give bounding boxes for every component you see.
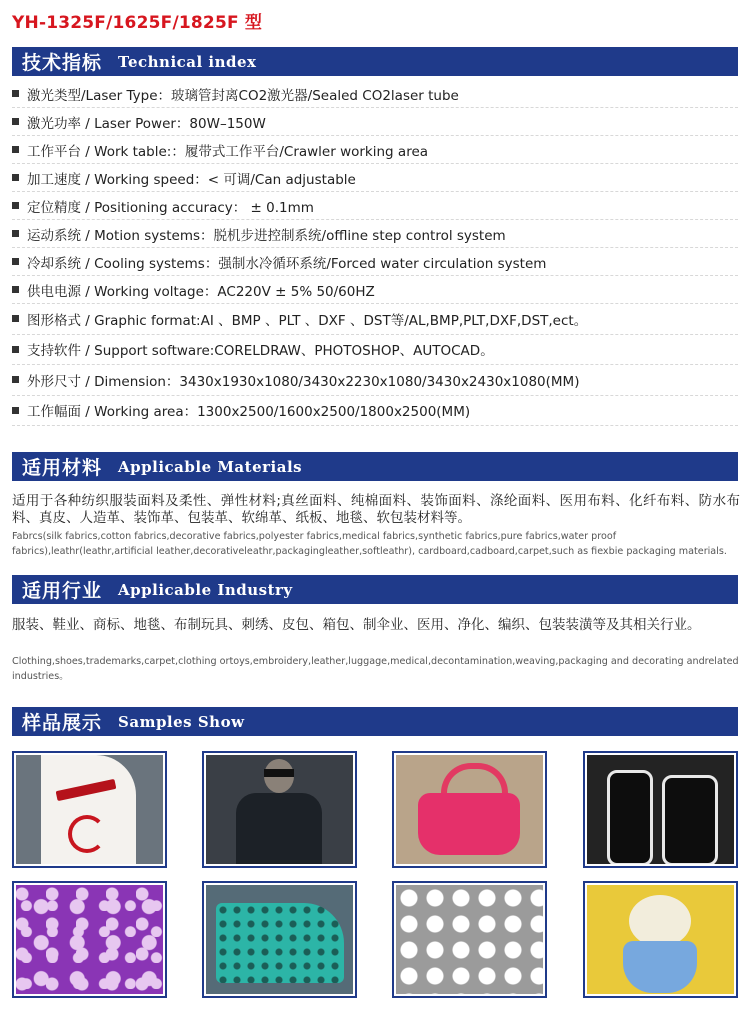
square-bullet-icon xyxy=(12,346,19,353)
square-bullet-icon xyxy=(12,146,19,153)
spec-text: 供电电源 / Working voltage：AC220V ± 5% 50/60HZ xyxy=(27,283,375,300)
spec-row-positioning-accuracy xyxy=(12,192,738,220)
section-title-cn: 样品展示 xyxy=(22,712,103,734)
sample-image-fabric-sleeve xyxy=(12,751,167,868)
spec-list xyxy=(12,80,738,426)
materials-text-en: Fabrcs(silk fabrics,cotton fabrics,decorative fabrics,polyester fabrics,medical fabrics,synthetic fabrics,pure fabrics,water proof fabrics),leathr(leathr,artificial leather,decorativeleathr,packagingleather,softleathr), cardboard,cadboard,carpet,such as fiexbie packaging materials. xyxy=(12,531,727,557)
sample-image-cut-textile xyxy=(392,881,547,998)
spec-text: 支持软件 / Support software:CORELDRAW、PHOTOSHOP、AUTOCAD。 xyxy=(27,343,494,360)
spec-text: 运动系统 / Motion systems：脱机步进控制系统/offline step control system xyxy=(27,227,506,244)
square-bullet-icon xyxy=(12,118,19,125)
sample-image-purple-lace xyxy=(12,881,167,998)
spec-row-graphic-format xyxy=(12,304,738,335)
spec-text: 外形尺寸 / Dimension：3430x1930x1080/3430x2230x1080/3430x2430x1080(MM) xyxy=(27,373,580,390)
materials-text-cn: 适用于各种纺织服装面料及柔性、弹性材料;真丝面料、纯棉面料、装饰面料、涤纶面料、医用布料、化纤布料、防水布料、真皮、人造革、装饰革、包装革、软绵革、纸板、地毯、软包装材料等。 xyxy=(12,493,740,526)
square-bullet-icon xyxy=(12,202,19,209)
spec-text: 定位精度 / Positioning accuracy： ± 0.1mm xyxy=(27,199,314,216)
sample-image-car-seats xyxy=(583,751,738,868)
spec-row-laser-type xyxy=(12,80,738,108)
spec-text: 激光类型/Laser Type：玻璃管封离CO2激光器/Sealed CO2laser tube xyxy=(27,87,459,104)
spec-row-motion-systems xyxy=(12,220,738,248)
industry-text-cn: 服装、鞋业、商标、地毯、布制玩具、刺绣、皮包、箱包、制伞业、医用、净化、编织、包装装潢等及其相关行业。 xyxy=(12,617,701,633)
sample-image-pink-handbag xyxy=(392,751,547,868)
square-bullet-icon xyxy=(12,407,19,414)
spec-text: 加工速度 / Working speed：< 可调/Can adjustable xyxy=(27,171,356,188)
sample-image-perforated-leather xyxy=(202,881,357,998)
section-title-cn: 适用行业 xyxy=(22,580,103,602)
spec-row-support-software xyxy=(12,335,738,366)
samples-show-header xyxy=(12,707,738,736)
square-bullet-icon xyxy=(12,174,19,181)
spec-row-working-area xyxy=(12,396,738,427)
spec-row-work-table xyxy=(12,136,738,164)
section-title-cn: 适用材料 xyxy=(22,457,103,479)
applicable-industry-header xyxy=(12,575,738,604)
square-bullet-icon xyxy=(12,315,19,322)
section-title-en: Applicable Industry xyxy=(118,580,293,599)
section-title-en: Technical index xyxy=(118,52,257,71)
spec-text: 激光功率 / Laser Power：80W–150W xyxy=(27,115,266,132)
sample-image-jacket xyxy=(202,751,357,868)
spec-row-working-voltage xyxy=(12,276,738,304)
applicable-materials-header xyxy=(12,452,738,481)
spec-row-laser-power xyxy=(12,108,738,136)
section-title-en: Applicable Materials xyxy=(118,457,303,476)
spec-text: 冷却系统 / Cooling systems：强制水冷循环系统/Forced water circulation system xyxy=(27,255,547,272)
sample-image-plush-toy xyxy=(583,881,738,998)
square-bullet-icon xyxy=(12,90,19,97)
industry-text-en: Clothing,shoes,trademarks,carpet,clothing ortoys,embroidery,leather,luggage,medical,decontamination,weaving,packaging and decorating andrelated industries。 xyxy=(12,656,739,682)
technical-index-header xyxy=(12,47,738,76)
samples-grid xyxy=(12,751,738,1003)
square-bullet-icon xyxy=(12,230,19,237)
square-bullet-icon xyxy=(12,286,19,293)
section-title-en: Samples Show xyxy=(118,712,245,731)
section-title-cn: 技术指标 xyxy=(22,52,103,74)
spec-row-cooling-systems xyxy=(12,248,738,276)
spec-text: 图形格式 / Graphic format:AI 、BMP 、PLT 、DXF 、DST等/AL,BMP,PLT,DXF,DST,ect。 xyxy=(27,312,588,329)
spec-text: 工作平台 / Work table:：履带式工作平台/Crawler working area xyxy=(27,143,429,160)
spec-row-dimension xyxy=(12,365,738,396)
square-bullet-icon xyxy=(12,376,19,383)
spec-row-working-speed xyxy=(12,164,738,192)
square-bullet-icon xyxy=(12,258,19,265)
spec-text: 工作幅面 / Working area：1300x2500/1600x2500/1800x2500(MM) xyxy=(27,404,471,421)
model-title: YH-1325F/1625F/1825F 型 xyxy=(12,13,263,33)
